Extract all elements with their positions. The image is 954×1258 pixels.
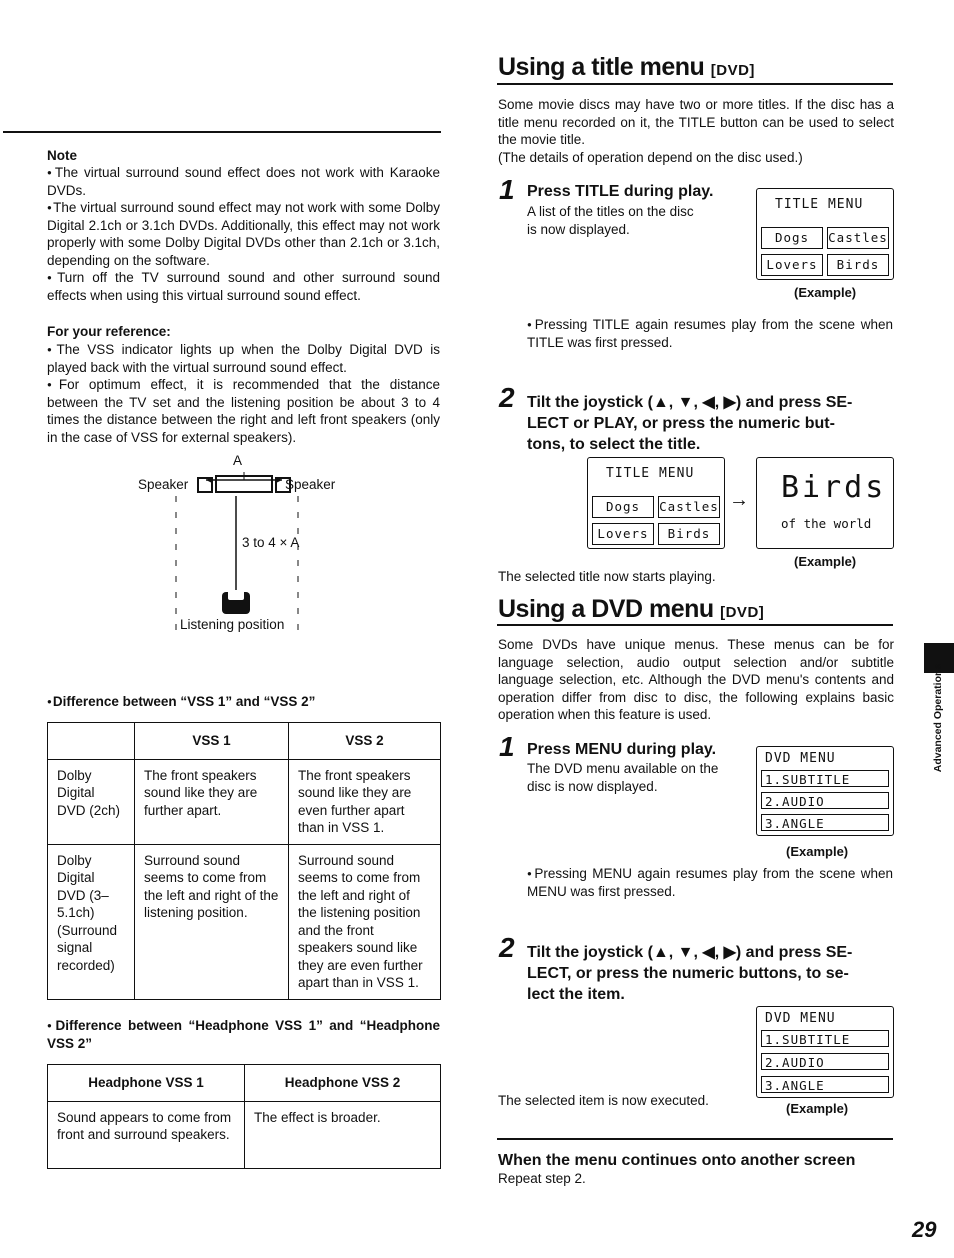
reference-item: ● For optimum effect, it is recommended that the distance between the TV set and the listening position be about 3 to 4 times the distance between the right and left front speakers (only in the case of VSS for external speakers). (47, 376, 440, 446)
reference-list (47, 341, 440, 446)
title-menu-heading-text: Using a title menu (498, 53, 705, 81)
step-number: 1 (499, 731, 515, 762)
dvd-menu-rule (497, 624, 893, 626)
step-heading-line: tons, to select the title. (527, 436, 701, 453)
title-menu-screen-2 (587, 457, 725, 549)
table-row (48, 844, 441, 999)
table-header-cell: VSS 1 (135, 723, 289, 760)
step-heading: Press TITLE during play. (527, 183, 714, 200)
step-heading-line: Tilt the joystick (▲, ▼, ◀, ▶) and press SE- (527, 394, 853, 411)
table-header-cell: Headphone VSS 2 (245, 1065, 441, 1102)
listening-position-label: Listening position (180, 617, 285, 632)
dvd-menu-heading-text: Using a DVD menu (498, 595, 714, 623)
note-item: ● The virtual surround sound effect does not work with Karaoke DVDs. (47, 164, 440, 199)
result-subtitle: of the world (781, 516, 872, 531)
step-text: The selected title now starts playing. (498, 569, 716, 584)
diff1-heading: ● Difference between “VSS 1” and “VSS 2” (47, 693, 315, 711)
note-heading: Note (47, 148, 77, 163)
table-cell: The effect is broader. (245, 1101, 441, 1168)
note-item: ● Turn off the TV surround sound and other surround sound effects when using this virtual surround sound effect. (47, 269, 440, 304)
step-text: The selected item is now executed. (498, 1093, 709, 1108)
table-header-cell: VSS 2 (289, 723, 441, 760)
menu-item-subtitle[interactable]: 1.SUBTITLE (761, 1030, 889, 1047)
speaker-right-label: Speaker (285, 477, 336, 492)
arrow-right-icon: → (729, 489, 749, 511)
headphone-table (47, 1064, 441, 1169)
table-header-row (48, 723, 441, 760)
example-caption: (Example) (786, 1101, 849, 1116)
table-cell: Surround sound seems to come from the left and right of the listening position. (135, 844, 289, 999)
result-title: Birds (781, 470, 887, 505)
side-tab-label: Advanced Operations (932, 663, 944, 773)
example-caption: (Example) (794, 554, 857, 569)
step-text: The DVD menu available on the disc is now displayed. (527, 761, 719, 794)
note-item: ● The virtual surround sound effect may not work with some Dolby Digital 2.1ch or 3.1ch DVDs. Additionally, this effect may not work properly with some Dolby Digital DVDs other than 2.1ch or 3.1ch, depending on the software. (47, 199, 440, 269)
page-number: 29 (912, 1217, 937, 1242)
diff2-heading: ● Difference between “Headphone VSS 1” and “Headphone VSS 2” (47, 1017, 440, 1052)
table-cell: Dolby Digital DVD (3–5.1ch) (Surround signal recorded) (48, 844, 135, 999)
step-number: 2 (499, 932, 515, 963)
speaker-tv-icon (196, 472, 292, 498)
menu-item-dogs[interactable]: Dogs (592, 496, 654, 518)
dvd-tag: [DVD] (720, 604, 765, 621)
diagram-label-a: A (233, 453, 243, 468)
title-result-screen (756, 457, 894, 549)
dvd-menu-screen-2 (756, 1006, 894, 1098)
menu-item-lovers[interactable]: Lovers (761, 254, 823, 276)
step-heading (527, 942, 895, 1005)
menu-item-audio[interactable]: 2.AUDIO (761, 792, 889, 809)
step-heading-line: Tilt the joystick (▲, ▼, ◀, ▶) and press SE- (527, 944, 853, 961)
menu-item-angle[interactable]: 3.ANGLE (761, 814, 889, 831)
continue-heading: When the menu continues onto another screen (498, 1152, 856, 1169)
table-cell: The front speakers sound like they are further apart. (135, 759, 289, 844)
listener-chair-icon (220, 588, 252, 616)
menu-item-castles[interactable]: Castles (658, 496, 720, 518)
step-text: A list of the titles on the disc is now displayed. (527, 204, 694, 237)
step-heading-line: LECT, or press the numeric buttons, to se- (527, 965, 849, 982)
menu-item-lovers[interactable]: Lovers (592, 523, 654, 545)
speaker-diagram (130, 452, 336, 637)
title-menu-heading (498, 52, 755, 86)
step-heading (527, 392, 895, 455)
menu-item-castles[interactable]: Castles (827, 227, 889, 249)
table-header-cell (48, 723, 135, 760)
example-caption: (Example) (786, 844, 849, 859)
screen-title: DVD MENU (765, 751, 836, 766)
example-caption: (Example) (794, 285, 857, 300)
step-number: 2 (499, 382, 515, 413)
dvd-tag: [DVD] (710, 62, 755, 79)
title-menu-intro2: (The details of operation depend on the disc used.) (498, 150, 803, 165)
step-number: 1 (499, 174, 515, 205)
table-cell: The front speakers sound like they are even further apart than in VSS 1. (289, 759, 441, 844)
menu-item-birds[interactable]: Birds (827, 254, 889, 276)
dvd-menu-screen (756, 746, 894, 836)
reference-item: ● The VSS indicator lights up when the Dolby Digital DVD is played back with the virtual surround sound effect. (47, 341, 440, 376)
step-heading-line: LECT or PLAY, or press the numeric but- (527, 415, 835, 432)
table-header-cell: Headphone VSS 1 (48, 1065, 245, 1102)
reference-heading: For your reference: (47, 324, 171, 339)
menu-item-angle[interactable]: 3.ANGLE (761, 1076, 889, 1093)
table-row (48, 1101, 441, 1168)
table-cell: Surround sound seems to come from the left and right of the listening position and the front speakers sound like they are even further apart than in VSS 1. (289, 844, 441, 999)
menu-item-subtitle[interactable]: 1.SUBTITLE (761, 770, 889, 787)
step-heading-line: lect the item. (527, 986, 625, 1003)
menu-item-audio[interactable]: 2.AUDIO (761, 1053, 889, 1070)
dvd-menu-intro: Some DVDs have unique menus. These menus can be for language selection, audio output selection and/or subtitle language selection, etc. Although the DVD menu's contents and operation differ from disc to disc, the following explains basic operation when this feature is used. (498, 637, 894, 722)
menu-item-dogs[interactable]: Dogs (761, 227, 823, 249)
continue-text: Repeat step 2. (498, 1171, 586, 1186)
table-cell: Sound appears to come from front and surround speakers. (48, 1101, 245, 1168)
table-cell: Dolby Digital DVD (2ch) (48, 759, 135, 844)
title-menu-screen (756, 188, 894, 280)
note-list (47, 164, 440, 304)
step-heading: Press MENU during play. (527, 741, 717, 758)
left-top-rule (3, 131, 441, 133)
table-row (48, 759, 441, 844)
step-note: ● Pressing MENU again resumes play from the scene when MENU was first pressed. (527, 865, 893, 900)
title-menu-intro: Some movie discs may have two or more titles. If the disc has a title menu recorded on it, the TITLE button can be used to select the movie title. (498, 97, 894, 147)
continue-rule (497, 1138, 893, 1140)
screen-title: TITLE MENU (775, 197, 864, 212)
speaker-left-label: Speaker (138, 477, 189, 492)
table-header-row (48, 1065, 441, 1102)
screen-title: TITLE MENU (606, 466, 695, 481)
distance-label: 3 to 4 × A (242, 535, 300, 550)
screen-title: DVD MENU (765, 1011, 836, 1026)
vss-table (47, 722, 441, 1000)
title-menu-rule (497, 83, 893, 85)
step-note: ● Pressing TITLE again resumes play from the scene when TITLE was first pressed. (527, 316, 893, 351)
dvd-menu-heading (498, 594, 764, 628)
menu-item-birds[interactable]: Birds (658, 523, 720, 545)
